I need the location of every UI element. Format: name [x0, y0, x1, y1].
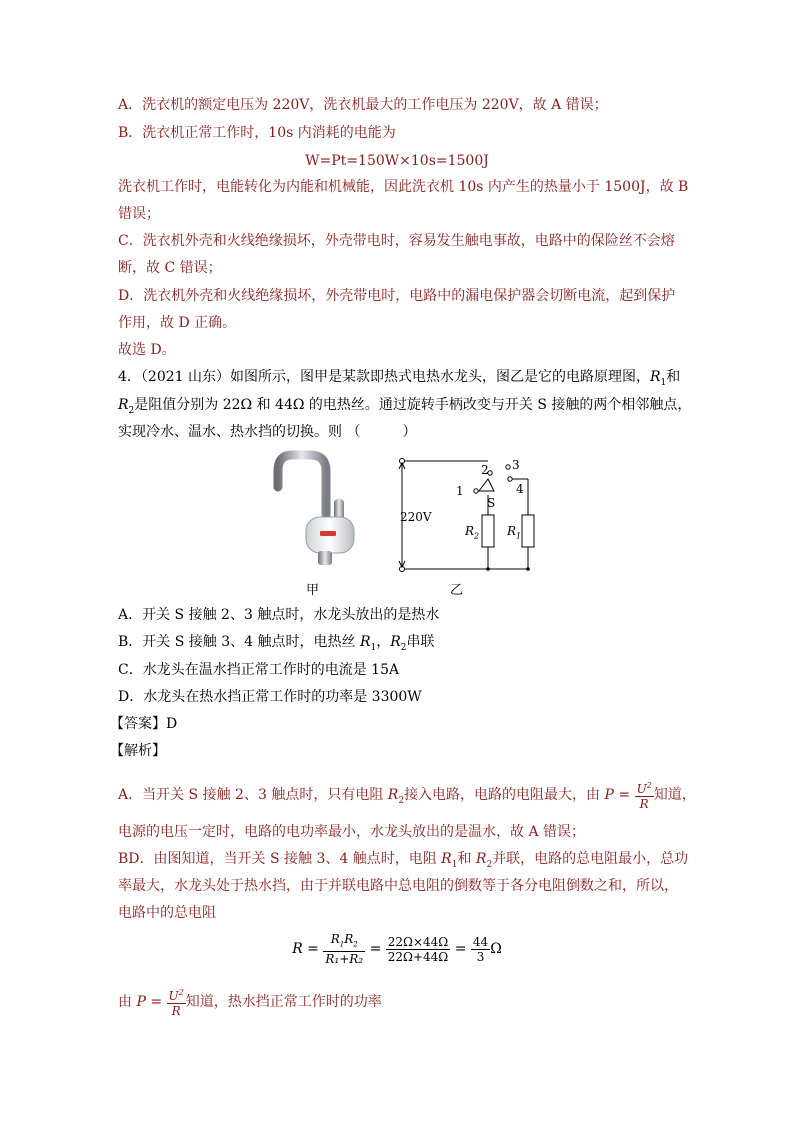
option-a: A．开关 S 接触 2、3 触点时，水龙头放出的是热水 [118, 607, 440, 623]
option-b: B．开关 S 接触 3、4 触点时，电热丝 $R_1$，$R_2$串联 [118, 634, 435, 653]
solution-last-line: 由 P = $\frac{U^2}{R}$ 知道，热水挡正常工作时的功率 [118, 988, 382, 1018]
resistance-equation: R = $\frac{R_1R_2}{\text{R₁+R₂}}$ = $\frac{22\Omega\times 44\Omega}{22\Omega+44\Omega}$ = $\frac{44}{3}$ Ω [292, 932, 502, 967]
caption-yi: 乙 [450, 583, 464, 598]
figure-r1-label: $R_1$ [507, 524, 522, 541]
option-c: C．水龙头在温水挡正常工作时的电流是 15A [118, 662, 400, 678]
analysis-line-c2: 断，故 C 错误； [118, 260, 222, 276]
solution-a-line: A．当开关 S 接触 2、3 触点时，只有电阻 $R_2$接入电路，电路的电阻最大，由 P = $\frac{U^2}{R}$ 知道， [118, 781, 696, 811]
r2-subscript: 2 [128, 405, 135, 416]
analysis-line-c1: C．洗衣机外壳和火线绝缘损坏，外壳带电时，容易发生触电事故，电路中的保险丝不会熔 [118, 233, 675, 249]
analysis-choose: 故选 D。 [118, 342, 176, 358]
r2-symbol: R [118, 397, 129, 413]
analysis-line-b3: 错误； [118, 206, 160, 222]
solution-bd-line-2: 率最大，水龙头处于热水挡，由于并联电路中总电阻的倒数等于各分电阻倒数之和，所以， [118, 878, 678, 894]
analysis-line-a: A．洗衣机的额定电压为 220V，洗衣机最大的工作电压为 220V，故 A 错误； [118, 97, 608, 113]
r1-symbol: R [649, 369, 661, 385]
voltage-label: 220V [400, 510, 432, 524]
solution-a-line-2: 电源的电压一定时，电路的电功率最小，水龙头放出的是温水，故 A 错误； [118, 824, 586, 840]
answer-label: 【答案】D [110, 716, 178, 732]
question-line-3: 实现冷水、温水、热水挡的切换。则 （ ） [118, 424, 417, 440]
question-figure [262, 447, 552, 597]
and-text: 和 [666, 369, 681, 385]
switch-label: S [487, 496, 496, 510]
analysis-line-b2: 洗衣机工作时，电能转化为内能和机械能，因此洗衣机 10s 内产生的热量小于 1500J，故 B [118, 179, 689, 195]
contact-2-label: 2 [481, 463, 489, 477]
contact-4-label: 4 [516, 482, 524, 496]
faucet-image [262, 447, 382, 577]
contact-3-label: 3 [512, 458, 520, 472]
question-text: 4．（2021 山东）如图所示，图甲是某款即热式电热水龙头，图乙是它的电路原理图， [118, 369, 650, 385]
question-line-1 [118, 367, 680, 393]
question-line-2 [118, 395, 691, 421]
solution-bd-line-1: BD．由图知道，当开关 S 接触 3、4 触点时，电阻 $R_1$和 $R_2$并联，电路的总电阻最小，总功 [118, 851, 689, 870]
caption-jia: 甲 [306, 583, 320, 598]
r1-subscript: 1 [660, 377, 667, 388]
figure-r2-label: $R_2$ [465, 524, 480, 541]
solution-bd-line-3: 电路中的总电阻 [118, 905, 216, 921]
question-text-2: 是阻值分别为 22Ω 和 44Ω 的电热丝。通过旋转手柄改变与开关 S 接触的两个相邻触点， [134, 397, 692, 413]
power-fraction: $\frac{U^2}{R}$ [636, 781, 652, 811]
option-d: D．水龙头在热水挡正常工作时的功率是 3300W [118, 689, 422, 705]
analysis-equation-w: W=Pt=150W×10s=1500J [305, 153, 489, 169]
analysis-line-d2: 作用，故 D 正确。 [118, 315, 237, 331]
contact-1-label: 1 [456, 484, 464, 498]
analysis-line-b1: B．洗衣机正常工作时，10s 内消耗的电能为 [118, 125, 396, 141]
analysis-line-d1: D．洗衣机外壳和火线绝缘损坏，外壳带电时，电路中的漏电保护器会切断电流，起到保护 [118, 288, 676, 304]
analysis-label: 【解析】 [110, 743, 166, 759]
